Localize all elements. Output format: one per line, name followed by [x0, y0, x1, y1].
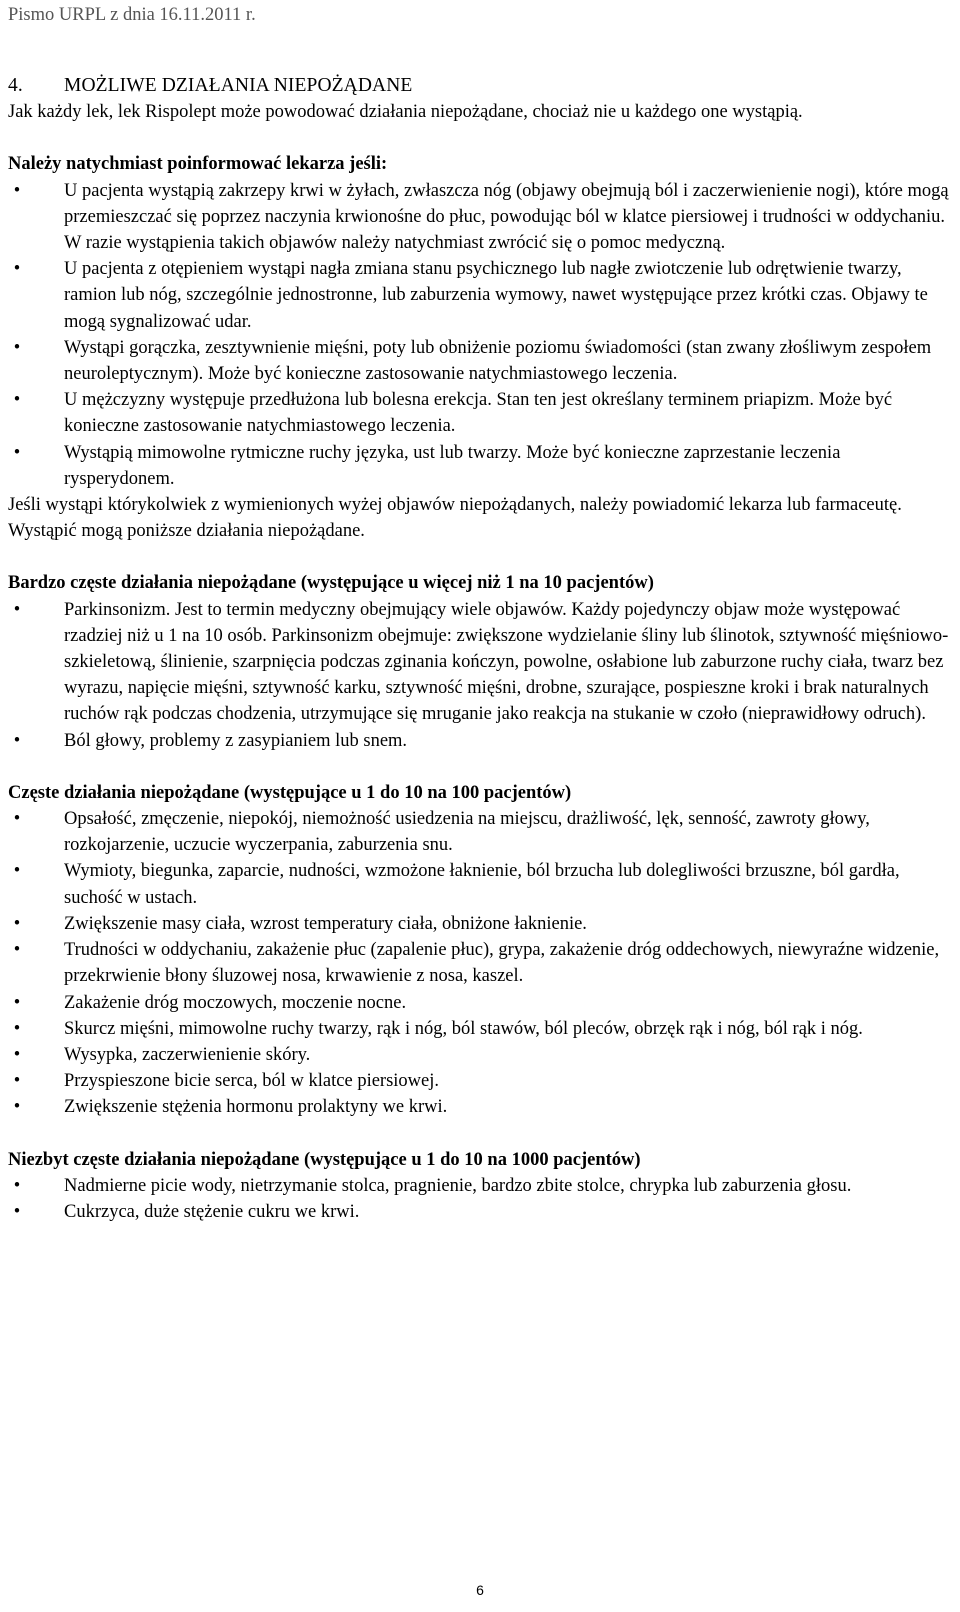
bullet-icon: •	[13, 992, 21, 1013]
list-item	[8, 728, 954, 754]
section-title	[8, 73, 954, 99]
list-item-text: Parkinsonizm. Jest to termin medyczny obejmujący wiele objawów. Każdy pojedynczy objaw może występować rzadziej niż u 1 na 10 osób. Parkinsonizm obejmuje: zwiększone wydzielanie śliny lub ślinotok, sztywność mięśniowo-szkieletową, ślinienie, szarpnięcia podczas zginania kończyn, powolne, osłabione lub zaburzone ruchy ciała, twarz bez wyrazu, napięcie mięśni, sztywność karku, sztywność mięśni, drobne, szurające, pospieszne kroki i brak naturalnych ruchów rąk podczas chodzenia, utrzymujące się mruganie jako reakcja na stukanie w czoło (nieprawidłowy odruch).	[64, 599, 949, 725]
list-item	[8, 937, 954, 989]
list-item-text: Opsałość, zmęczenie, niepokój, niemożność usiedzenia na miejscu, drażliwość, lęk, senność, zawroty głowy, rozkojarzenie, uczucie wyczerpania, zaburzenia snu.	[64, 809, 870, 856]
page-number: 6	[476, 1582, 484, 1598]
common-list	[8, 806, 954, 1120]
document-content	[8, 73, 954, 1225]
list-item	[8, 806, 954, 858]
list-item	[8, 1094, 954, 1120]
bullet-icon: •	[13, 940, 21, 961]
section-title-text: MOŻLIWE DZIAŁANIA NIEPOŻĄDANE	[64, 75, 413, 96]
list-item-text: Skurcz mięśni, mimowolne ruchy twarzy, rąk i nóg, ból stawów, ból pleców, obrzęk rąk i nóg, ból rąk i nóg.	[64, 1018, 863, 1039]
list-item	[8, 911, 954, 937]
list-item-text: Wystąpią mimowolne rytmiczne ruchy języka, ust lub twarzy. Może być konieczne zaprzestanie leczenia rysperydonem.	[64, 442, 841, 489]
bullet-icon: •	[13, 861, 21, 882]
intro-paragraph: Jak każdy lek, lek Rispolept może powodować działania niepożądane, chociaż nie u każdego one wystąpią.	[8, 102, 803, 123]
bullet-icon: •	[13, 1044, 21, 1065]
list-item	[8, 387, 954, 439]
bullet-icon: •	[13, 1201, 21, 1222]
list-item-text: U mężczyzny występuje przedłużona lub bolesna erekcja. Stan ten jest określany terminem priapizm. Może być konieczne zastosowanie natychmiastowego leczenia.	[64, 390, 893, 437]
list-item-text: Nadmierne picie wody, nietrzymanie stolca, pragnienie, bardzo zbite stolce, chrypka lub zaburzenia głosu.	[64, 1175, 852, 1196]
bullet-icon: •	[13, 730, 21, 751]
list-item-text: Ból głowy, problemy z zasypianiem lub snem.	[64, 730, 408, 751]
section-number: 4.	[8, 75, 23, 96]
list-item-text: Cukrzyca, duże stężenie cukru we krwi.	[64, 1201, 360, 1222]
list-item	[8, 335, 954, 387]
list-item	[8, 1016, 954, 1042]
bullet-icon: •	[13, 809, 21, 830]
uncommon-section	[8, 1147, 954, 1226]
notice-paragraph: Jeśli wystąpi którykolwiek z wymienionych wyżej objawów niepożądanych, należy powiadomić lekarza lub farmaceutę.	[8, 495, 902, 516]
uncommon-list	[8, 1173, 954, 1225]
list-item	[8, 178, 954, 257]
list-item-text: U pacjenta wystąpią zakrzepy krwi w żyłach, zwłaszcza nóg (objawy obejmują ból i zaczerwienienie nogi), które mogą przemieszczać się poprzez naczynia krwionośne do płuc, powodując ból w klatce piersiowej i trudności w oddychaniu. W razie wystąpienia takich objawów należy natychmiast zwrócić się o pomoc medyczną.	[64, 180, 949, 254]
list-item	[8, 1068, 954, 1094]
very-common-heading: Bardzo częste działania niepożądane (występujące u więcej niż 1 na 10 pacjentów)	[8, 573, 654, 594]
bullet-icon: •	[13, 180, 21, 201]
bullet-icon: •	[13, 442, 21, 463]
bullet-icon: •	[13, 259, 21, 280]
list-item-text: Zakażenie dróg moczowych, moczenie nocne.	[64, 992, 407, 1013]
list-item	[8, 990, 954, 1016]
list-item	[8, 1042, 954, 1068]
list-item-text: Wysypka, zaczerwienienie skóry.	[64, 1044, 311, 1065]
bullet-icon: •	[13, 913, 21, 934]
common-heading: Częste działania niepożądane (występujące u 1 do 10 na 100 pacjentów)	[8, 782, 572, 803]
list-item-text: U pacjenta z otępieniem wystąpi nagła zmiana stanu psychicznego lub nagłe zwiotczenie lub odrętwienie twarzy, ramion lub nóg, szczególnie jednostronne, lub zaburzenia wymowy, nawet występujące przez krótki czas. Objawy te mogą sygnalizować udar.	[64, 259, 928, 332]
list-item-text: Przyspieszone bicie serca, ból w klatce piersiowej.	[64, 1071, 440, 1092]
bullet-icon: •	[13, 599, 21, 620]
uncommon-heading: Niezbyt częste działania niepożądane (występujące u 1 do 10 na 1000 pacjentów)	[8, 1149, 641, 1170]
urgent-heading: Należy natychmiast poinformować lekarza jeśli:	[8, 154, 388, 175]
bullet-icon: •	[13, 1175, 21, 1196]
urgent-list	[8, 178, 954, 492]
list-item	[8, 597, 954, 728]
bullet-icon: •	[13, 1018, 21, 1039]
bullet-icon: •	[13, 390, 21, 411]
list-item	[8, 440, 954, 492]
common-section	[8, 780, 954, 1121]
list-item-text: Zwiększenie stężenia hormonu prolaktyny we krwi.	[64, 1097, 448, 1118]
urgent-section	[8, 151, 954, 492]
bullet-icon: •	[13, 337, 21, 358]
may-occur-paragraph: Wystąpić mogą poniższe działania niepożądane.	[8, 521, 365, 542]
list-item	[8, 1173, 954, 1199]
list-item-text: Wymioty, biegunka, zaparcie, nudności, wzmożone łaknienie, ból brzucha lub dolegliwości brzuszne, ból gardła, suchość w ustach.	[64, 861, 900, 908]
list-item-text: Wystąpi gorączka, zesztywnienie mięśni, poty lub obniżenie poziomu świadomości (stan zwany złośliwym zespołem neuroleptycznym). Może być konieczne zastosowanie natychmiastowego leczenia.	[64, 337, 932, 385]
bullet-icon: •	[13, 1071, 21, 1092]
bullet-icon: •	[13, 1097, 21, 1118]
document-header: Pismo URPL z dnia 16.11.2011 r.	[8, 5, 256, 25]
list-item	[8, 1199, 954, 1225]
list-item-text: Trudności w oddychaniu, zakażenie płuc (zapalenie płuc), grypa, zakażenie dróg oddechowych, niewyraźne widzenie, przekrwienie błony śluzowej nosa, krwawienie z nosa, kaszel.	[64, 940, 940, 987]
very-common-section	[8, 570, 954, 753]
list-item	[8, 256, 954, 335]
list-item-text: Zwiększenie masy ciała, wzrost temperatury ciała, obniżone łaknienie.	[64, 913, 587, 934]
list-item	[8, 858, 954, 910]
very-common-list	[8, 597, 954, 754]
